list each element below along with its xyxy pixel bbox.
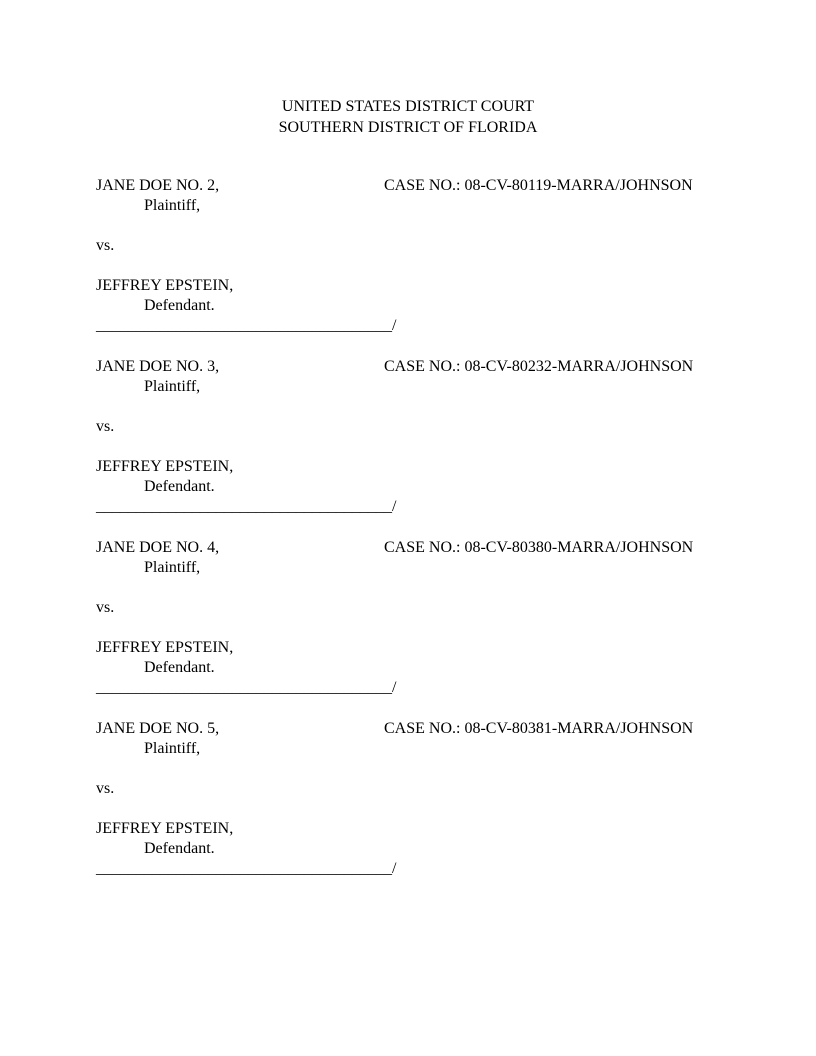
court-name: UNITED STATES DISTRICT COURT xyxy=(281,98,535,115)
caption-rule: _____________________________________/ xyxy=(96,498,397,515)
plaintiff-name: JANE DOE NO. 3, xyxy=(96,358,220,375)
defendant-role: Defendant. xyxy=(144,297,215,314)
case-caption-block xyxy=(96,357,736,517)
plaintiff-role: Plaintiff, xyxy=(144,559,201,576)
case-number: CASE NO.: 08-CV-80380-MARRA/JOHNSON xyxy=(384,539,694,556)
case-caption-block xyxy=(96,538,736,698)
defendant-name: JEFFREY EPSTEIN, xyxy=(96,820,234,837)
defendant-role: Defendant. xyxy=(144,478,215,495)
caption-rule: _____________________________________/ xyxy=(96,317,397,334)
plaintiff-name: JANE DOE NO. 2, xyxy=(96,177,220,194)
versus-label: vs. xyxy=(96,780,115,797)
plaintiff-role: Plaintiff, xyxy=(144,378,201,395)
court-district: SOUTHERN DISTRICT OF FLORIDA xyxy=(278,119,538,136)
versus-label: vs. xyxy=(96,599,115,616)
court-caption-header xyxy=(0,96,816,138)
case-number: CASE NO.: 08-CV-80232-MARRA/JOHNSON xyxy=(384,358,694,375)
caption-rule: _____________________________________/ xyxy=(96,860,397,877)
defendant-role: Defendant. xyxy=(144,659,215,676)
defendant-name: JEFFREY EPSTEIN, xyxy=(96,639,234,656)
versus-label: vs. xyxy=(96,418,115,435)
versus-label: vs. xyxy=(96,237,115,254)
plaintiff-name: JANE DOE NO. 4, xyxy=(96,539,220,556)
defendant-name: JEFFREY EPSTEIN, xyxy=(96,277,234,294)
plaintiff-name: JANE DOE NO. 5, xyxy=(96,720,220,737)
case-number: CASE NO.: 08-CV-80381-MARRA/JOHNSON xyxy=(384,720,694,737)
case-caption-block xyxy=(96,176,736,336)
caption-rule: _____________________________________/ xyxy=(96,679,397,696)
case-caption-block xyxy=(96,719,736,879)
plaintiff-role: Plaintiff, xyxy=(144,740,201,757)
defendant-name: JEFFREY EPSTEIN, xyxy=(96,458,234,475)
case-number: CASE NO.: 08-CV-80119-MARRA/JOHNSON xyxy=(384,177,693,194)
plaintiff-role: Plaintiff, xyxy=(144,197,201,214)
defendant-role: Defendant. xyxy=(144,840,215,857)
